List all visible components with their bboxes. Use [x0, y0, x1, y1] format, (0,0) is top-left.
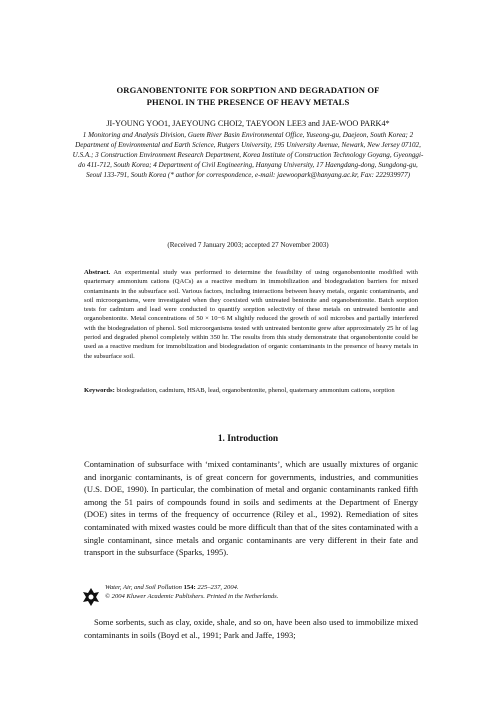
footer-text: [105, 583, 278, 601]
keywords-text: biodegradation, cadmium, HSAB, lead, organobentonite, phenol, quaternary ammonium cations, sorption: [116, 387, 395, 394]
keywords: [84, 386, 418, 395]
footer-pages: 225–237, 2004.: [197, 584, 239, 591]
footer-volume: 154:: [183, 584, 196, 591]
abstract: [84, 268, 418, 361]
received-dates: (Received 7 January 2003; accepted 27 November 2003): [167, 241, 329, 249]
title-line-1: ORGANOBENTONITE FOR SORPTION AND DEGRADATION OF: [116, 85, 380, 95]
correspondence-note: (* author for correspondence, e-mail: jaewoopark@hanyang.ac.kr, Fax: 222939977): [167, 171, 410, 179]
footer-copyright: © 2004 Kluwer Academic Publishers. Printed in the Netherlands.: [105, 593, 279, 601]
footer-citation: [105, 583, 278, 592]
paragraph-2: Some sorbents, such as clay, oxide, shale, and so on, have been also used to immobilize mixed contaminants in soils (Boyd et al., 1991; Park and Jaffe, 1993;: [84, 617, 418, 640]
abstract-text: An experimental study was performed to determine the feasibility of using organobentonite modified with quarternary ammonium cations (QACs) as a reactive medium in immobilization and biodegradation barriers for mixed contaminants in the subsurface soil. Various factors, including interactions between heavy metals, organic contaminants, and soil microorganisms, were investigated when they coexisted with untreated bentonite and organobentonite. Batch sorption tests for cadmium and lead were conducted to quantify sorption selectivity of these metals on untreated bentonite and organobentonite. Metal concentrations of 50 × 10−6 M slightly reduced the growth of soil microbes and partially interfered with the biodegradation of phenol. Soil microorganisms tested with untreated bentonite grew after approximately 25 hr of lag period and degraded phenol completely within 350 hr. The results from this study demonstrate that organobentonite could be used as a reactive medium for immobilization and biodegradation of organic contaminants in the presence of heavy metals in the subsurface soil.: [84, 269, 418, 360]
introduction-body-continued: [84, 616, 418, 641]
section-heading-introduction: 1. Introduction: [217, 434, 279, 444]
abstract-label: Abstract.: [84, 269, 111, 276]
publisher-logo-icon: [81, 586, 101, 608]
footer-journal: Water, Air, and Soil Pollution: [105, 584, 182, 591]
author-list: JI-YOUNG YOO1, JAEYOUNG CHOI2, TAEYOON LEE3 and JAE-WOO PARK4*: [106, 119, 390, 128]
keywords-label: Keywords:: [84, 387, 115, 394]
title-line-2: PHENOL IN THE PRESENCE OF HEAVY METALS: [146, 97, 350, 107]
introduction-body: [84, 458, 418, 559]
journal-footer: [81, 583, 421, 611]
affiliations: [70, 130, 426, 180]
paragraph-1: Contamination of subsurface with ‘mixed contaminants’, which are usually mixtures of organic and inorganic contaminants, is of great concern for governments, industries, and communities (U.S. DOE, 1990). In particular, the combination of metal and organic contaminants ranked fifth among the 51 pairs of compounds found in soils and sediments at the Department of Energy (DOE) sites in terms of the frequency of occurrence (Riley et al., 1992). Remediation of sites contaminated with mixed wastes could be more difficult than that of the sites contaminated with a single contaminant, since metals and organic contaminants are very different in their fate and transport in the subsurface (Sparks, 1995).: [84, 459, 418, 558]
affiliation-text: 1 Monitoring and Analysis Division, Guem River Basin Environmental Office, Yuseong-gu, Daejeon, South Korea; 2 Department of Environmental and Earth Science, Rutgers University, 195 University Avenue, Newark, New Jersey 07102, U.S.A.; 3 Construction Environment Research Department, Korea Institute of Construction Technology Goyang, Gyeonggi-do 411-712, South Korea; 4 Department of Civil Engineering, Hanyang University, 17 Haengdang-dong, Sungdong-gu, Seoul 133-791, South Korea: [72, 131, 424, 179]
paper-title: [60, 84, 436, 108]
